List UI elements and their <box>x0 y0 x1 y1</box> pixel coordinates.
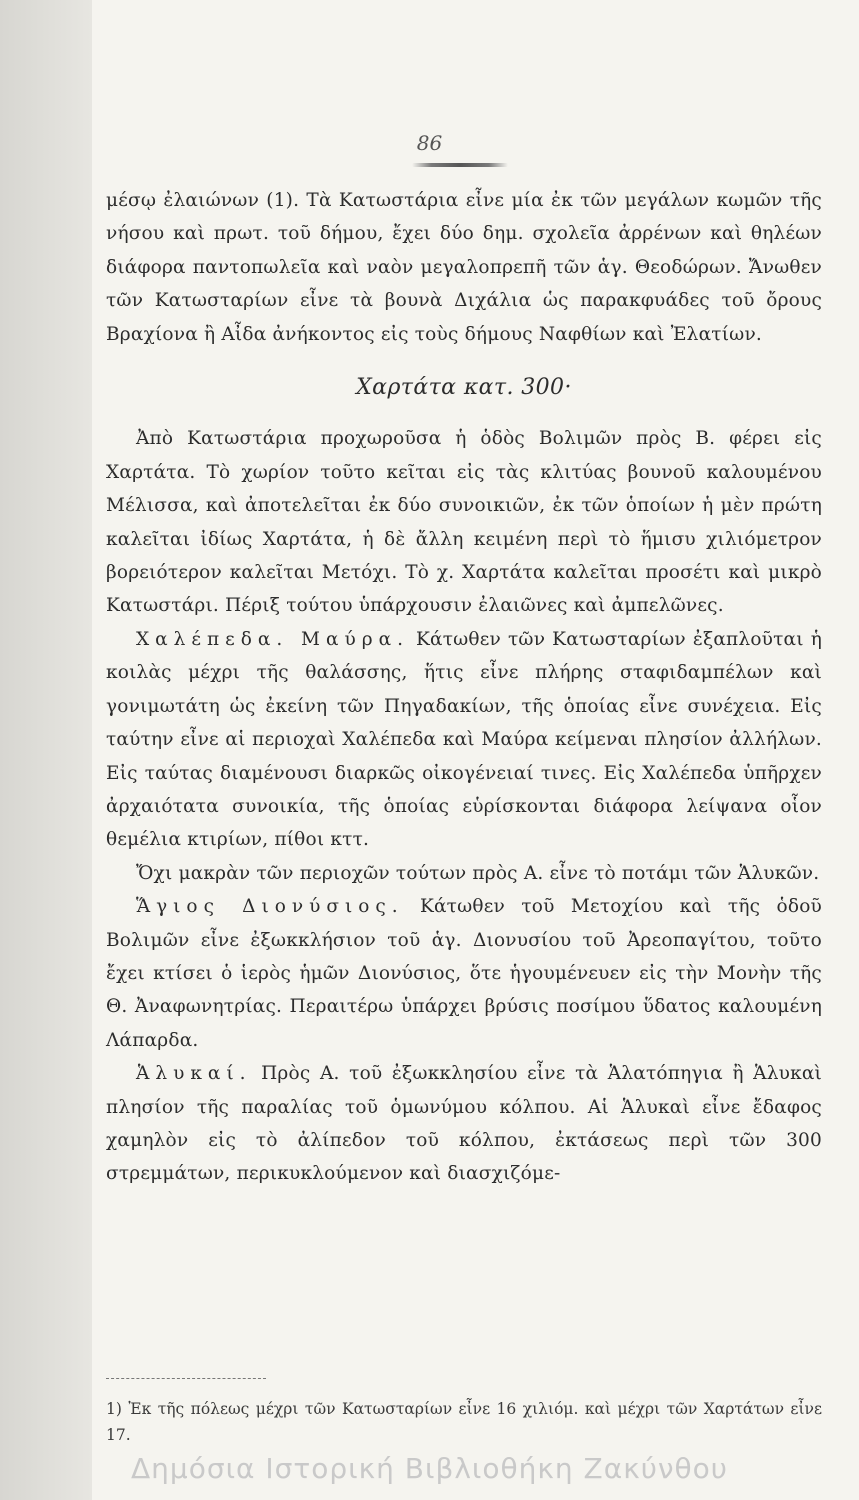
scan-margin <box>0 0 92 1500</box>
library-watermark: Δημόσια Ιστορική Βιβλιοθήκη Ζακύνθου <box>130 1452 728 1485</box>
paragraph-5 <box>106 890 822 1057</box>
footnote-rule <box>106 1378 266 1379</box>
paragraph-2 <box>106 422 822 622</box>
paragraph-lead: Χαλέπεδα. Μαύρα. <box>136 628 409 650</box>
paragraph-text: μέσῳ ἐλαιώνων (1). Τὰ Κατωστάρια εἶνε μία ἐκ τῶν μεγάλων κωμῶν τῆς νήσου καὶ πρωτ. τοῦ δήμου, ἔχει δύο δημ. σχολεῖα ἀρρένων καὶ θηλέων διάφορα παντοπωλεῖα καὶ ναὸν μεγαλοπρεπῆ τῶν ἁγ. Θεοδώρων. Ἄνωθεν τῶν Κατωσταρίων εἶνε τὰ βουνὰ Διχάλια ὡς παρακφυάδες τοῦ ὄρους Βραχίονα ἢ Αἶδα ἀνήκοντος εἰς τοὺς δήμους Ναφθίων καὶ Ἐλατίων. <box>106 190 822 345</box>
heading-text: Χαρτάτα κατ. 300· <box>356 375 572 401</box>
paragraph-text: Πρὸς Α. τοῦ ἐξωκκλησίου εἶνε τὰ Ἁλατόπηγια ἢ Ἁλυκαὶ πλησίον τῆς παραλίας τοῦ ὁμωνύμου κόλπου. Αἱ Ἁλυκαὶ εἶνε ἔδαφος χαμηλὸν εἰς τὸ ἀλίπεδον τοῦ κόλπου, ἐκτάσεως περὶ τῶν 300 στρεμμάτων, περικυκλούμενον καὶ διασχιζόμε- <box>106 1063 822 1185</box>
page-number: 86 <box>416 131 443 155</box>
body-text <box>106 184 822 1191</box>
paragraph-6 <box>106 1057 822 1191</box>
footnote: 1) Ἐκ τῆς πόλεως μέχρι τῶν Κατωσταρίων εἶνε 16 χιλιόμ. καὶ μέχρι τῶν Χαρτάτων εἶνε 17. <box>106 1400 822 1444</box>
paragraph-3 <box>106 623 822 857</box>
paragraph-4 <box>106 857 822 890</box>
paragraph-lead: Ἅγιος Διονύσιος. <box>136 896 404 918</box>
header-ornament <box>412 163 508 167</box>
paragraph-text: Ὄχι μακρὰν τῶν περιοχῶν τούτων πρὸς Α. εἶνε τὸ ποτάμι τῶν Ἁλυκῶν. <box>136 862 820 884</box>
paragraph-text: Κάτωθεν τῶν Κατωσταρίων ἐξαπλοῦται ἡ κοιλὰς μέχρι τῆς θαλάσσης, ἥτις εἶνε πλήρης σταφιδαμπέλων καὶ γονιμωτάτη ὡς ἐκείνη τῶν Πηγαδακίων, τῆς ὁποίας εἶνε συνέχεια. Εἰς ταύτην εἶνε αἱ περιοχαὶ Χαλέπεδα καὶ Μαύρα κείμεναι πλησίον ἀλλήλων. Εἰς ταύτας διαμένουσι διαρκῶς οἰκογένειαί τινες. Εἰς Χαλέπεδα ὑπῆρχεν ἀρχαιότατα συνοικία, τῆς ὁποίας εὑρίσκονται διάφορα λείψανα οἷον θεμέλια κτιρίων, πίθοι κττ. <box>106 628 822 851</box>
paragraph-lead: Ἁλυκαί. <box>136 1063 252 1085</box>
paragraph-text: Κάτωθεν τοῦ Μετοχίου καὶ τῆς ὁδοῦ Βολιμῶν εἶνε ἐξωκκλήσιον τοῦ ἁγ. Διονυσίου τοῦ Ἀρεοπαγίτου, τοῦτο ἔχει κτίσει ὁ ἱερὸς ἡμῶν Διονύσιος, ὅτε ἡγουμένευεν εἰς τὴν Μονὴν τῆς Θ. Ἀναφωνητρίας. Περαιτέρω ὑπάρχει βρύσις ποσίμου ὕδατος καλουμένη Λάπαρδα. <box>106 896 822 1051</box>
paragraph-1 <box>106 184 822 351</box>
paragraph-text: Ἀπὸ Κατωστάρια προχωροῦσα ἡ ὁδὸς Βολιμῶν πρὸς Β. φέρει εἰς Χαρτάτα. Τὸ χωρίον τοῦτο κεῖται εἰς τὰς κλιτύας βουνοῦ καλουμένου Μέλισσα, καὶ ἀποτελεῖται ἐκ δύο συνοικιῶν, ἐκ τῶν ὁποίων ἡ μὲν πρώτη καλεῖται ἰδίως Χαρτάτα, ἡ δὲ ἄλλη κειμένη περὶ τὸ ἥμισυ χιλιόμετρον βορειότερον καλεῖται Μετόχι. Τὸ χ. Χαρτάτα καλεῖται προσέτι καὶ μικρὸ Κατωστάρι. Πέριξ τούτου ὑπάρχουσιν ἐλαιῶνες καὶ ἀμπελῶνες. <box>106 428 822 617</box>
section-heading <box>106 371 822 404</box>
